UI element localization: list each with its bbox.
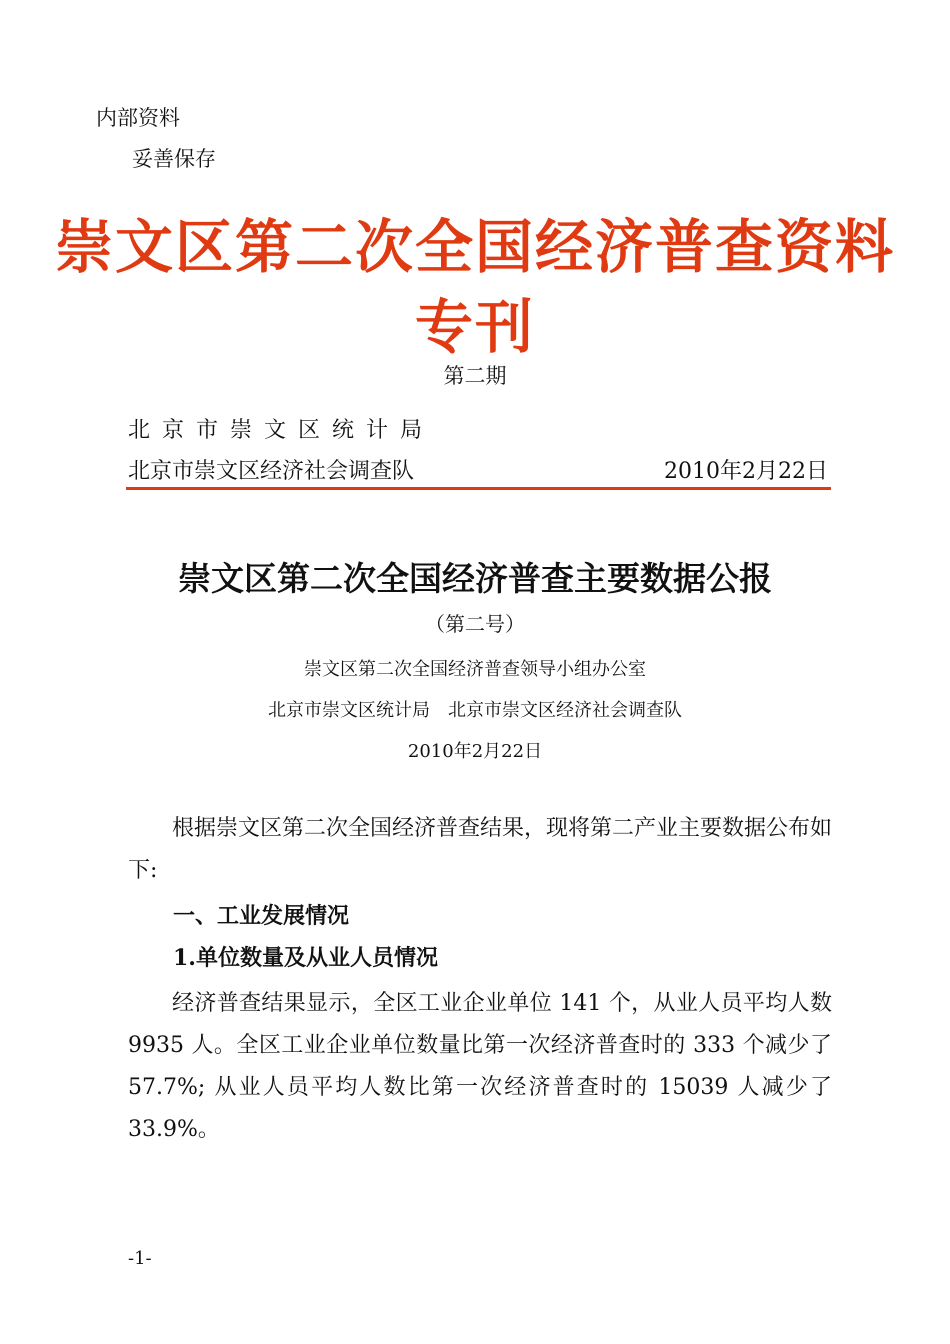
masthead-title: 崇文区第二次全国经济普查资料 [54,213,895,281]
body-paragraph: 经济普查结果显示，全区工业企业单位 141 个，从业人员平均人数 9935 人。全区工业企业单位数量比第一次经济普查时的 333 个减少了 57.7%; 从业人员平均人数比第一次经济普查时的 15039 人减少了 33.9%。 [128,991,832,1142]
issue-number: 第二期 [443,364,507,388]
masthead-subtitle: 专刊 [414,293,535,361]
bulletin-org-2: 北京市崇文区统计局 北京市崇文区经济社会调查队 [268,700,682,721]
subsection-heading: 1.单位数量及从业人员情况 [173,945,438,971]
bulletin-title: 崇文区第二次全国经济普查主要数据公报 [178,559,772,598]
confidential-label: 内部资料 [96,106,180,130]
issuer-bureau: 北京市崇文区统计局 [128,418,435,443]
bulletin-org-1: 崇文区第二次全国经济普查领导小组办公室 [304,659,646,680]
section-heading: 一、工业发展情况 [173,904,350,929]
keep-safe-label: 妥善保存 [132,147,216,171]
issuer-team: 北京市崇文区经济社会调查队 [128,459,415,484]
bulletin-date: 2010年2月22日 [407,741,543,762]
bulletin-number: （第二号） [425,612,525,636]
intro-paragraph: 根据崇文区第二次全国经济普查结果，现将第二产业主要数据公布如下: [128,816,833,883]
page-number: -1- [128,1248,152,1269]
header-divider [126,487,831,490]
issue-date: 2010年2月22日 [664,459,828,484]
